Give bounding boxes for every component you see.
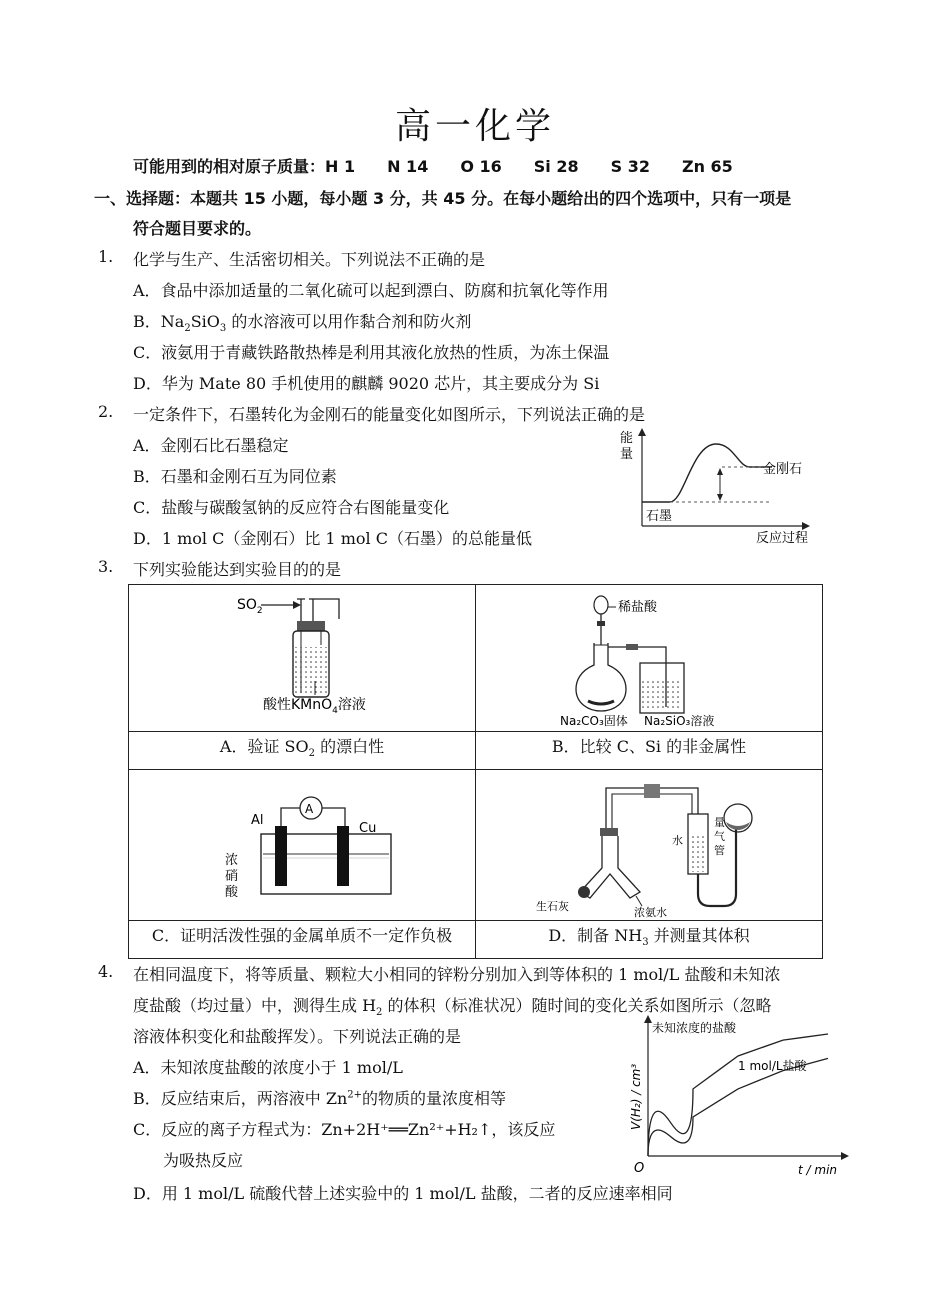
lime-sample [578,886,590,898]
exp-a-caption: A．验证 $SO_2$ 的漂白性 [129,732,476,770]
q1-number: 1. [98,247,114,266]
page-title: 高一化学 [394,106,555,147]
series-line-unknown-hcl [648,1034,828,1156]
water-label: 水 [672,834,683,848]
chart-xlabel: t / min [798,1163,838,1177]
series-line-1mol-hcl [648,1058,828,1156]
exp-d-figure-cell [476,770,823,921]
atomic-masses: 可能用到的相对原子质量：H 1 N 14 O 16 Si 28 S 32 Zn 65 [133,157,733,176]
cu-label: Cu [359,821,377,837]
energy-diagram [612,426,822,548]
dilute-hcl-label: 稀盐酸 [618,600,658,615]
q4-stem-1: 在相同温度下，将等质量、颗粒大小相同的锌粉分别加入到等体积的 1 mol/L 盐酸和未知浓 [133,965,781,984]
q1-option-a: A．食品中添加适量的二氧化硫可以起到漂白、防腐和抗氧化等作用 [133,281,609,300]
svg-text:硝: 硝 [225,869,239,885]
exp-a-diagram [129,585,475,731]
reaction-progress-label: 反应过程 [756,531,809,546]
q4-number: 4. [98,962,114,981]
exp-b-caption: B．比较 C、Si 的非金属性 [476,732,823,770]
energy-x-arrow [802,522,810,530]
al-electrode [275,826,287,886]
q2-option-d: D．1 mol C（金刚石）比 1 mol C（石墨）的总能量低 [133,529,532,548]
diamond-label: 金刚石 [763,462,803,477]
energy-axis-label-2: 量 [620,447,634,462]
exp-a-figure-cell [129,585,476,732]
q3-number: 3. [98,557,114,576]
q1-option-c: C．液氨用于青藏铁路散热棒是利用其液化放热的性质，为冻土保温 [133,343,610,362]
exp-b-figure-cell [476,585,823,732]
al-label: Al [251,813,264,829]
q4-option-b: B．反应结束后，两溶液中 $Zn^{2+}$的物质的量浓度相等 [133,1089,507,1108]
exp-c-caption: C．证明活泼性强的金属单质不一定作负极 [129,921,476,959]
graphite-label: 石墨 [646,509,673,524]
exp-b-diagram [476,585,822,731]
svg-text:量: 量 [714,816,725,830]
q2-number: 2. [98,402,114,421]
experiment-table [128,584,823,959]
chart-ylabel: V(H₂) / cm³ [629,1063,643,1130]
chart-origin: O [634,1161,645,1176]
exp-d-caption: D．制备 $NH_3$ 并测量其体积 [476,921,823,959]
q4-stem-2: 度盐酸（均过量）中，测得生成 $H_2$ 的体积（标准状况）随时间的变化关系如图所示（忽略 [133,996,772,1019]
kmno4-label: 酸性KMnO$_4$溶液 [263,697,366,716]
q1-option-b: B．$Na_2SiO_3$ 的水溶液可以用作黏合剂和防火剂 [133,312,472,335]
energy-curve [642,444,772,502]
svg-text:A: A [305,802,314,817]
svg-text:酸: 酸 [225,885,239,901]
series-label-unknown: 未知浓度的盐酸 [652,1021,737,1035]
q3-stem: 下列实验能达到实验目的的是 [133,560,342,579]
q2-option-b: B．石墨和金刚石互为同位素 [133,467,337,486]
so2-label: $SO_2$ [237,597,263,616]
energy-axis-label-1: 能 [620,431,634,446]
h2-volume-chart [618,1012,854,1180]
exp-d-diagram [476,770,822,920]
q4-option-c-2: 为吸热反应 [163,1151,244,1170]
q4-stem-3: 溶液体积变化和盐酸挥发）。下列说法正确的是 [133,1027,462,1046]
svg-text:管: 管 [714,844,725,858]
q1-option-d: D．华为 Mate 80 手机使用的麒麟 9020 芯片，其主要成分为 Si [133,374,600,393]
section-heading-cont: 符合题目要求的。 [133,219,262,238]
q4-option-a: A．未知浓度盐酸的浓度小于 1 mol/L [133,1058,403,1077]
q4-option-c-1: C．反应的离子方程式为：Zn+2H⁺══Zn²⁺+H₂↑，该反应 [133,1120,556,1139]
q1-stem: 化学与生产、生活密切相关。下列说法不正确的是 [133,250,486,269]
svg-text:气: 气 [714,830,725,844]
svg-text:浓: 浓 [225,853,239,869]
section-heading: 一、选择题：本题共 15 小题，每小题 3 分，共 45 分。在每小题给出的四个选项中，只有一项是 [94,189,792,208]
lime-label: 生石灰 [536,900,569,914]
exp-c-diagram [129,770,475,920]
na2co3-label: Na₂CO₃固体 [560,714,628,728]
q4-option-d: D．用 1 mol/L 硫酸代替上述实验中的 1 mol/L 盐酸，二者的反应速率相同 [133,1184,673,1203]
series-label-1mol: 1 mol/L盐酸 [738,1059,807,1073]
q2-option-c: C．盐酸与碳酸氢钠的反应符合右图能量变化 [133,498,450,517]
ammonia-label: 浓氨水 [634,906,667,920]
exp-c-figure-cell [129,770,476,921]
q2-option-a: A．金刚石比石墨稳定 [133,436,289,455]
cu-electrode [337,826,349,886]
na2sio3-label: Na₂SiO₃溶液 [644,714,715,728]
q2-stem: 一定条件下，石墨转化为金刚石的能量变化如图所示，下列说法正确的是 [133,405,646,424]
energy-y-arrow [638,428,646,436]
